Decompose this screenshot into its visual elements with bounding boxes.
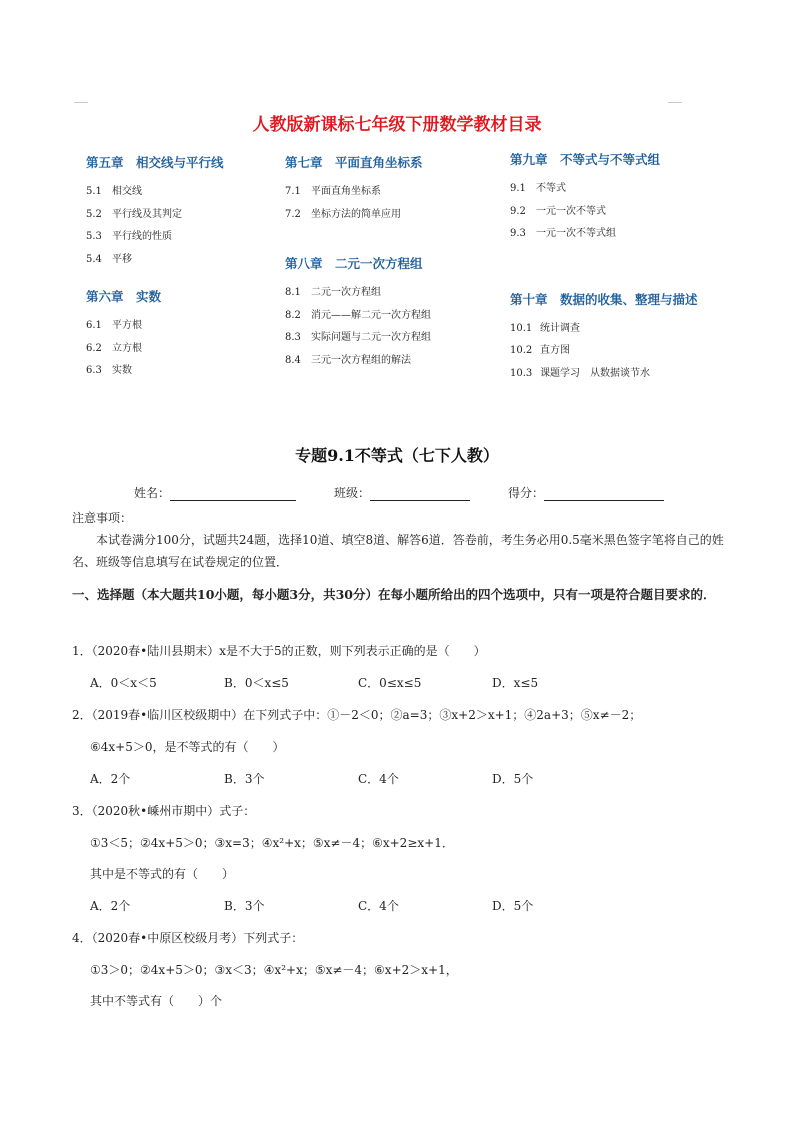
option-b: B．3个 [224,772,265,786]
chapter-9-title: 第九章 不等式与不等式组 [510,152,661,167]
toc-item: 6.1 平方根 [86,320,142,331]
question-4-stem: 4．（2020春•中原区校级月考）下列式子： [72,931,304,945]
score-blank[interactable] [544,487,664,501]
question-1-options [90,673,626,693]
name-blank[interactable] [170,487,296,501]
toc-item: 10.1 统计调查 [510,322,580,334]
chapter-10-title: 第十章 数据的收集、整理与描述 [510,291,698,307]
toc-item: 9.3 一元一次不等式组 [510,228,616,239]
class-label: 班级： [334,486,371,500]
toc-item: 8.3 实际问题与二元一次方程组 [285,332,431,343]
toc-item: 7.2 坐标方法的简单应用 [285,208,401,220]
paper-title: 专题9.1不等式（七下人教） [295,446,499,465]
toc-item: 10.2 直方图 [510,345,570,356]
toc-column-3 [510,150,750,385]
toc-item: 9.1 不等式 [510,183,566,194]
toc-column-1 [86,153,276,383]
question-2-stem: 2．（2019春•临川区校级期中）在下列式子中：①－2＜0；②a=3；③x+2＞x+1；④2a+3；⑤x≠－2； [72,708,642,722]
option-c: C．4个 [358,772,399,786]
toc-item: 9.2 一元一次不等式 [510,205,606,217]
toc-item: 8.1 二元一次方程组 [285,287,381,298]
toc-column-2 [285,153,495,372]
option-c: C．0≤x≤5 [358,676,422,690]
chapter-8-title: 第八章 二元一次方程组 [285,256,423,271]
toc-item: 6.2 立方根 [86,342,142,354]
toc-item: 5.1 相交线 [86,186,142,197]
toc-item: 6.3 实数 [86,365,132,376]
toc-item: 5.3 平行线的性质 [86,231,172,242]
question-2-line2: ⑥4x+5＞0，是不等式的有（ ） [90,740,285,754]
option-a: A．2个 [90,772,131,786]
notice-body: 本试卷满分100分，试题共24题，选择10道、填空8道、解答6道．答卷前，考生务必用0.5毫米黑色签字笔将自己的姓名、班级等信息填写在试卷规定的位置． [72,533,724,569]
option-b: B．0＜x≤5 [224,676,289,690]
question-3-line2: ①3＜5；②4x+5＞0；③x=3；④x²+x；⑤x≠－4；⑥x+2≥x+1． [90,836,454,850]
toc-title: 人教版新课标七年级下册数学教材目录 [252,115,542,135]
toc-item: 7.1 平面直角坐标系 [285,186,381,197]
chapter-6-title: 第六章 实数 [86,289,162,304]
option-d: D．x≤5 [492,676,539,690]
toc-item: 8.2 消元——解二元一次方程组 [285,309,431,321]
question-3-line3: 其中是不等式的有（ ） [90,867,235,881]
option-d: D．5个 [492,772,534,786]
question-3-options [90,896,626,916]
toc-item: 10.3 课题学习 从数据谈节水 [510,367,650,379]
option-a: A．0＜x＜5 [90,676,157,690]
corner-mark-right [668,102,682,103]
corner-mark-left [74,102,88,103]
score-label: 得分： [508,486,545,500]
question-3-stem: 3．（2020秋•嵊州市期中）式子： [72,804,256,818]
chapter-5-title: 第五章 相交线与平行线 [86,155,224,170]
class-blank[interactable] [370,487,470,501]
toc-item: 5.2 平行线及其判定 [86,208,182,220]
option-b: B．3个 [224,899,265,913]
question-2-options [90,769,626,789]
question-4-line3: 其中不等式有（ ）个 [90,994,223,1008]
question-1-stem: 1．（2020春•陆川县期末）x是不大于5的正数，则下列表示正确的是（ ） [72,644,486,658]
option-c: C．4个 [358,899,399,913]
student-info-row [134,484,664,501]
notice-heading: 注意事项： [72,511,133,525]
chapter-7-title: 第七章 平面直角坐标系 [285,155,423,170]
toc-item: 8.4 三元一次方程组的解法 [285,354,411,366]
question-4-line2: ①3＞0；②4x+5＞0；③x＜3；④x²+x；⑤x≠－4；⑥x+2＞x+1， [90,963,458,977]
option-d: D．5个 [492,899,534,913]
section-1-heading: 一、选择题（本大题共10小题，每小题3分，共30分）在每小题所给出的四个选项中，只有一项是符合题目要求的． [72,587,716,602]
toc-item: 5.4 平移 [86,253,132,265]
name-label: 姓名： [134,486,171,500]
option-a: A．2个 [90,899,131,913]
